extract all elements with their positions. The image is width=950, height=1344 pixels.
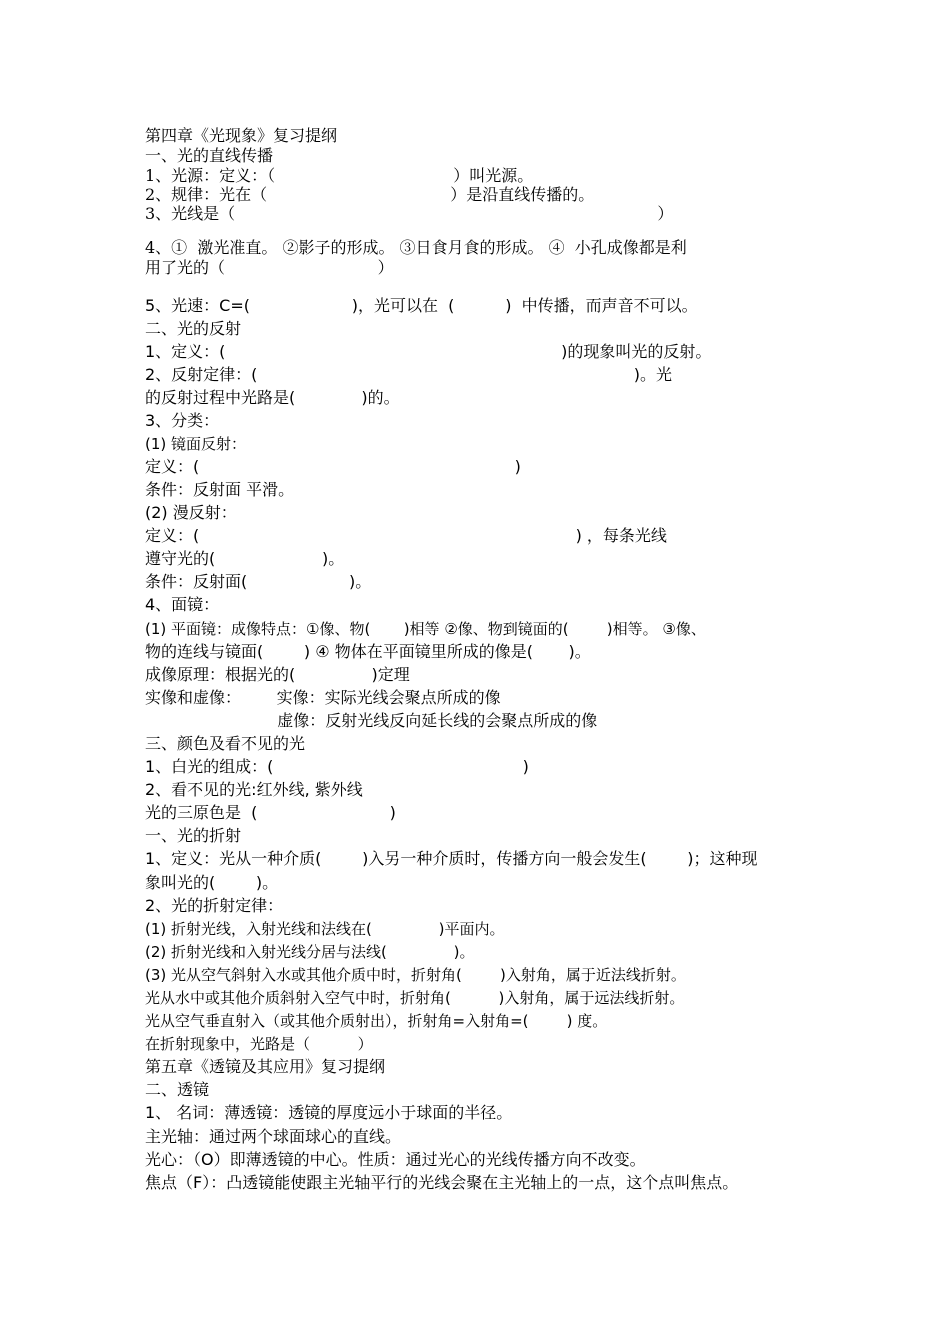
white-light-line: 1、白光的组成：( ) [145, 757, 529, 776]
diffuse-definition-cont: 遵守光的( )。 [145, 549, 345, 568]
refraction-law-3: (3) 光从空气斜射入水或其他介质中时，折射角( )入射角，属于近法线折射。 [145, 966, 686, 984]
section-lens: 二、透镜 [145, 1080, 210, 1099]
light-ray-line: 3、光线是（ ） [145, 204, 674, 223]
specular-condition: 条件：反射面 平滑。 [145, 480, 295, 499]
reflection-law-cont: 的反射过程中光路是( )的。 [145, 388, 400, 407]
applications-line-cont: 用了光的（ ） [145, 258, 394, 277]
refraction-law-heading: 2、光的折射定律： [145, 896, 284, 915]
principal-axis-term: 主光轴：通过两个球面球心的直线。 [145, 1127, 402, 1146]
refraction-definition: 1、定义：光从一种介质( )入另一种介质时，传播方向一般会发生( )；这种现 [145, 849, 758, 868]
chapter5-title: 第五章《透镜及其应用》复习提纲 [145, 1057, 386, 1076]
optical-center-term: 光心：（O）即薄透镜的中心。性质：通过光心的光线传播方向不改变。 [145, 1150, 646, 1169]
specular-definition: 定义：( ) [145, 457, 521, 476]
imaging-principle: 成像原理：根据光的( )定理 [145, 665, 410, 684]
refraction-law-2: (2) 折射光线和入射光线分居与法线( )。 [145, 943, 475, 961]
virtual-image-line: 虚像：反射光线反向延长线的会聚点所成的像 [145, 711, 598, 730]
refraction-definition-cont: 象叫光的( )。 [145, 873, 279, 892]
light-source-line: 1、光源：定义：（ ）叫光源。 [145, 166, 534, 185]
focal-point-term: 焦点（F）：凸透镜能使跟主光轴平行的光线会聚在主光轴上的一点，这个点叫焦点。 [145, 1173, 739, 1192]
section-straight-propagation: 一、光的直线传播 [145, 146, 274, 165]
chapter4-title: 第四章《光现象》复习提纲 [145, 126, 338, 145]
speed-of-light-line: 5、光速：C=( )，光可以在 ( ) 中传播，而声音不可以。 [145, 296, 698, 315]
plane-mirror-features-cont: 物的连线与镜面( ) ④ 物体在平面镜里所成的像是( )。 [145, 642, 591, 661]
reflection-definition: 1、定义：( )的现象叫光的反射。 [145, 342, 712, 361]
diffuse-condition: 条件：反射面( )。 [145, 572, 372, 591]
applications-line: 4、① 激光准直。 ②影子的形成。 ③日食月食的形成。 ④ 小孔成像都是利 [145, 238, 687, 257]
mirror-heading: 4、面镜： [145, 595, 220, 614]
specular-reflection-heading: (1) 镜面反射： [145, 435, 247, 453]
section-color: 三、颜色及看不见的光 [145, 734, 306, 753]
classification-heading: 3、分类： [145, 411, 220, 430]
invisible-light-line: 2、看不见的光:红外线, 紫外线 [145, 780, 363, 799]
refraction-law-1: (1) 折射光线，入射光线和法线在( )平面内。 [145, 920, 505, 938]
propagation-rule-line: 2、规律：光在（ ）是沿直线传播的。 [145, 185, 595, 204]
primary-colors-line: 光的三原色是 ( ) [145, 803, 396, 822]
thin-lens-term: 1、 名词：薄透镜：透镜的厚度远小于球面的半径。 [145, 1103, 513, 1122]
refraction-law-5: 光从空气垂直射入（或其他介质射出），折射角=入射角=( ) 度。 [145, 1012, 608, 1030]
diffuse-definition: 定义：( ) ，每条光线 [145, 526, 667, 545]
plane-mirror-features: (1) 平面镜：成像特点：①像、物( )相等 ②像、物到镜面的( )相等。 ③像、 [145, 620, 706, 638]
reflection-law: 2、反射定律：( )。光 [145, 365, 673, 384]
real-image-line: 实像和虚像： 实像：实际光线会聚点所成的像 [145, 688, 501, 707]
section-refraction: 一、光的折射 [145, 826, 242, 845]
refraction-law-4: 光从水中或其他介质斜射入空气中时，折射角( )入射角，属于远法线折射。 [145, 989, 685, 1007]
section-reflection: 二、光的反射 [145, 319, 242, 338]
diffuse-reflection-heading: (2) 漫反射： [145, 503, 237, 522]
refraction-path-line: 在折射现象中，光路是（ ） [145, 1035, 373, 1053]
